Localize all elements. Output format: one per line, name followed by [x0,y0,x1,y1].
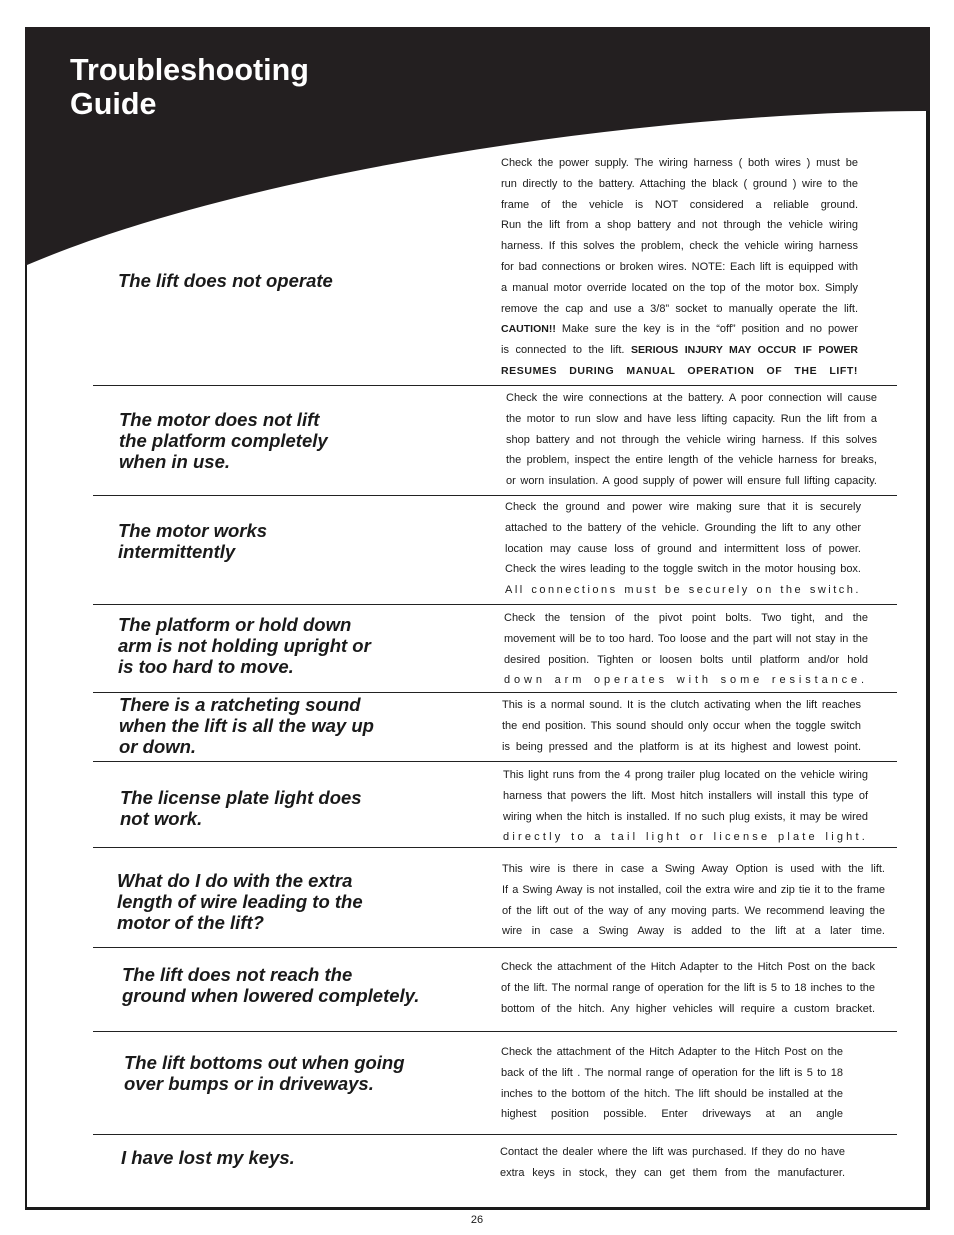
row-divider [93,1134,897,1135]
solution-line: This wire is there in case a Swing Away Option is used with the lift. [502,863,885,875]
solution-text [500,1142,845,1184]
caution-text: is connected to the lift. [501,344,625,357]
problem-line: The motor does not lift [119,409,320,430]
caution-text: Make sure the key is in the “off” position and no power [561,323,858,336]
problem-line: motor of the lift? [117,912,264,933]
problem-line: over bumps or in driveways. [124,1073,374,1094]
caution-label: CAUTION!! [501,323,556,336]
solution-line: bottom of the hitch. Any higher vehicles will require a custom bracket. [501,1002,875,1015]
solution-text [502,859,885,942]
row-divider [93,847,897,848]
page-number: 26 [470,1214,484,1226]
solution-line: frame of the vehicle is NOT considered a reliable ground. [501,198,858,211]
solution-text [504,608,868,691]
solution-line: Contact the dealer where the lift was purchased. If they do no have [500,1146,845,1158]
solution-line: extra keys in stock, they can get them from the manufacturer. [500,1166,845,1179]
problem-line: not work. [120,808,203,829]
solution-line [501,319,858,340]
row-divider [93,385,897,386]
solution-line: harness. If this solves the problem, check the vehicle wiring harness [501,240,858,253]
solution-line: Run the lift from a shop battery and not through the vehicle wiring [501,219,858,232]
problem-line: the platform completely [119,430,328,451]
problem-line: arm is not holding upright or [118,635,371,656]
solution-line: run directly to the battery. Attaching the black ( ground ) wire to the [501,177,858,190]
solution-line: shop battery and not through the vehicle wiring harness. If this solves [506,433,877,446]
solution-line: is being pressed and the platform is at its highest and lowest point. [502,740,861,753]
solution-line: inches to the bottom of the hitch. The lift should be installed at the [501,1087,843,1100]
solution-line: Check the attachment of the Hitch Adapter to the Hitch Post on the [501,1046,843,1058]
solution-line: highest position possible. Enter driveways at an angle [501,1108,843,1121]
solution-line: Check the tension of the pivot point bolts. Two tight, and the [504,612,868,624]
solution-line: Check the attachment of the Hitch Adapter to the Hitch Post on the back [501,961,875,973]
problem-line: The lift does not reach the [122,964,353,985]
page-title-line: Guide [70,87,157,121]
problem-line: There is a ratcheting sound [119,694,361,715]
page-title [70,53,309,121]
solution-text [501,1042,843,1125]
solution-text [501,153,858,382]
solution-line: movement will be to too hard. Too loose and the part will not stay in the [504,632,868,645]
problem-line: intermittently [118,541,236,562]
solution-line: for bad connections or broken wires. NOTE: Each lift is equipped with [501,260,858,273]
solution-line: a manual motor override located on the top of the motor box. Simply [501,281,858,294]
problem-text [118,520,267,562]
problem-text [120,787,362,829]
solution-line: of the lift out of the way of any moving parts. We recommend leaving the [502,904,885,917]
problem-text [119,409,328,472]
problem-line: What do I do with the extra [117,870,353,891]
problem-text [124,1052,405,1094]
problem-line: The platform or hold down [118,614,352,635]
solution-text [501,957,875,1019]
warning-text: RESUMES DURING MANUAL OPERATION OF THE LIFT! [501,364,858,377]
row-divider [93,761,897,762]
problem-line: The lift does not operate [118,270,333,291]
warning-text: SERIOUS INJURY MAY OCCUR IF POWER [631,344,858,357]
problem-line: or down. [119,736,197,757]
row-divider [93,495,897,496]
solution-line: wire in case a Swing Away is added to the lift at a later time. [502,925,885,938]
page-title-line: Troubleshooting [70,53,309,87]
solution-line: All connections must be securely on the switch. [505,584,861,597]
solution-line: back of the lift . The normal range of operation for the lift is 5 to 18 [501,1066,843,1079]
solution-line: Check the ground and power wire making sure that it is securely [505,501,861,513]
problem-line: when the lift is all the way up [119,715,374,736]
problem-text [119,694,374,757]
solution-line: harness that powers the lift. Most hitch installers will install this type of [503,789,868,802]
solution-line: the motor to run slow and have less lifting capacity. Run the lift from a [506,412,877,425]
row-divider [93,604,897,605]
solution-line: Check the power supply. The wiring harness ( both wires ) must be [501,157,858,169]
row-divider [93,692,897,693]
solution-line: of the lift. The normal range of operation for the lift is 5 to 18 inches to the [501,981,875,994]
solution-line: This is a normal sound. It is the clutch activating when the lift reaches [502,699,861,711]
problem-text [121,1147,295,1168]
problem-line: The lift bottoms out when going [124,1052,405,1073]
problem-text [122,964,419,1006]
solution-line: location may cause loss of ground and intermittent loss of power. [505,542,861,555]
solution-line: desired position. Tighten or loosen bolts until platform and/or hold [504,653,868,666]
solution-text [503,765,868,848]
solution-line: Check the wire connections at the battery. A poor connection will cause [506,392,877,404]
solution-text [506,388,877,492]
solution-text [505,497,861,601]
solution-line: This light runs from the 4 prong trailer plug located on the vehicle wiring [503,769,868,781]
solution-line: If a Swing Away is not installed, coil the extra wire and zip tie it to the frame [502,883,885,896]
problem-text [118,614,371,677]
problem-line: ground when lowered completely. [122,985,420,1006]
solution-line: the end position. This sound should only occur when the toggle switch [502,719,861,732]
solution-line [501,361,858,382]
row-divider [93,1031,897,1032]
solution-line: the problem, inspect the entire length of the vehicle harness for breaks, [506,454,877,467]
solution-text [502,695,861,757]
solution-line: directly to a tail light or license plate light. [503,831,868,844]
problem-line: length of wire leading to the [117,891,363,912]
problem-line: is too hard to move. [118,656,294,677]
problem-line: when in use. [119,451,231,472]
solution-line: remove the cap and use a 3/8” socket to manually operate the lift. [501,302,858,315]
row-divider [93,947,897,948]
problem-text [117,870,363,933]
problem-line: The license plate light does [120,787,362,808]
solution-line [501,340,858,361]
problem-text [118,270,333,291]
solution-line: wiring when the hitch is installed. If no such plug exists, it may be wired [503,810,868,823]
problem-line: I have lost my keys. [121,1147,295,1168]
solution-line: down arm operates with some resistance. [504,674,868,687]
solution-line: or worn insulation. A good supply of power will ensure full lifting capacity. [506,475,877,488]
problem-line: The motor works [118,520,268,541]
solution-line: Check the wires leading to the toggle switch in the motor housing box. [505,563,861,576]
solution-line: attached to the battery of the vehicle. Grounding the lift to any other [505,521,861,534]
